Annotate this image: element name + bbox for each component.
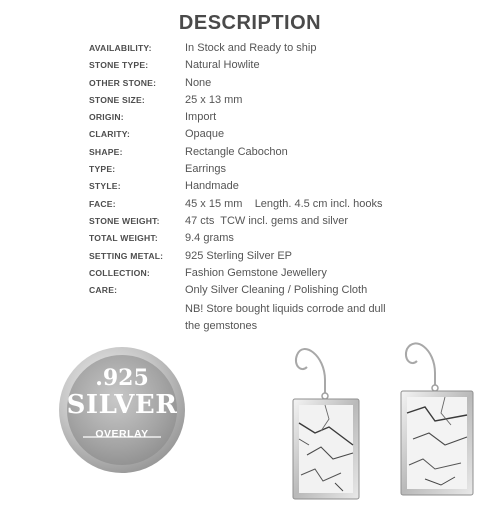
spec-value: 45 x 15 mm Length. 4.5 cm incl. hooks <box>185 197 383 210</box>
spec-label: TOTAL WEIGHT: <box>89 233 158 244</box>
spec-value: 47 cts TCW incl. gems and silver <box>185 214 349 227</box>
page-title: DESCRIPTION <box>178 12 322 34</box>
care-note-line: NB! Store bought liquids corrode and dull <box>185 303 386 315</box>
spec-value: Import <box>185 111 217 124</box>
spec-value: Handmade <box>185 180 239 193</box>
spec-label: SHAPE: <box>89 146 123 157</box>
spec-label: ORIGIN: <box>89 112 124 123</box>
spec-value: Fashion Gemstone Jewellery <box>185 266 327 279</box>
care-note-line: the gemstones <box>185 320 258 333</box>
howlite-earrings-icon <box>285 335 495 500</box>
spec-value: None <box>185 76 212 89</box>
badge-overlay-text: OVERLAY <box>95 428 149 440</box>
spec-value: Rectangle Cabochon <box>185 145 288 158</box>
spec-label: CLARITY: <box>89 129 131 140</box>
spec-value: Only Silver Cleaning / Polishing Cloth <box>185 284 368 297</box>
spec-value: Opaque <box>185 128 225 141</box>
silver-overlay-badge <box>57 345 187 475</box>
spec-value: 925 Sterling Silver EP <box>185 249 292 262</box>
spec-label: FACE: <box>89 198 116 209</box>
spec-label: SETTING METAL: <box>89 250 164 261</box>
spec-value: 9.4 grams <box>185 232 234 245</box>
spec-label: STONE SIZE: <box>89 94 145 105</box>
spec-label: CARE: <box>89 285 118 296</box>
spec-label: COLLECTION: <box>89 267 150 278</box>
spec-label: STONE WEIGHT: <box>89 215 160 226</box>
care-note <box>185 301 386 336</box>
spec-value: 25 x 13 mm <box>185 93 243 106</box>
spec-value: In Stock and Ready to ship <box>185 42 317 54</box>
spec-label: TYPE: <box>89 164 116 175</box>
badge-silver-text: SILVER <box>66 390 178 420</box>
spec-value: Earrings <box>185 163 226 176</box>
spec-value: Natural Howlite <box>185 59 260 72</box>
spec-label: STYLE: <box>89 181 121 192</box>
spec-label: AVAILABILITY: <box>89 43 152 53</box>
spec-label: OTHER STONE: <box>89 77 157 88</box>
badge-925-text: .925 <box>95 365 149 391</box>
earrings-product-image <box>285 335 495 500</box>
spec-label: STONE TYPE: <box>89 60 149 71</box>
